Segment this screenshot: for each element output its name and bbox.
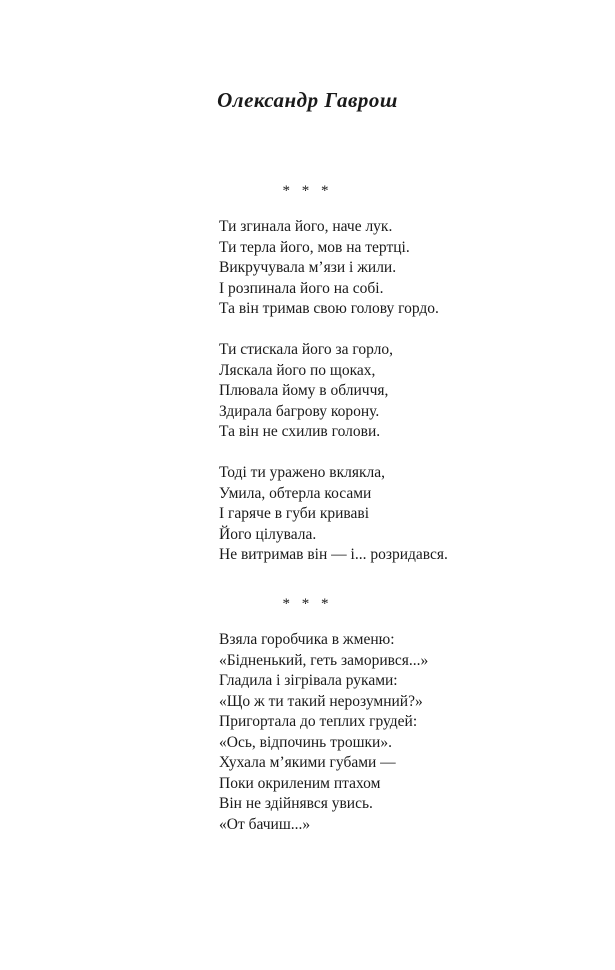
poem-line: Та він не схилив голови. — [219, 423, 381, 440]
poem-1-stanza-2 — [219, 340, 448, 443]
poem-1 — [219, 217, 448, 566]
poem-line: Умила, обтерла косами — [219, 484, 372, 502]
poem-line: І гаряче в губи криваві — [219, 505, 370, 522]
poem-line: Ти стискала його за горло, — [219, 341, 394, 358]
poem-line: Взяла горобчика в жменю: — [219, 631, 395, 648]
poem-1-stanza-1 — [219, 217, 448, 320]
poem-line: Не витримав він — і... розридався. — [219, 546, 448, 563]
poem-line: Плювала йому в обличчя, — [219, 382, 389, 399]
poem-line: «Ось, відпочинь трошки». — [219, 733, 392, 751]
poem-line: Хухала м’якими губами — — [219, 754, 396, 771]
poem-line: Тоді ти уражено вклякла, — [219, 464, 386, 481]
poem-line: «От бачиш...» — [219, 815, 311, 833]
poem-line: Здирала багрову корону. — [219, 402, 380, 420]
poem-line: І розпинала його на собі. — [219, 279, 384, 297]
poem-line: Та він тримав свою голову гордо. — [219, 300, 439, 317]
poem-line: «Що ж ти такий нерозумний?» — [219, 692, 423, 710]
poem-1-separator: * * * — [282, 183, 333, 199]
poem-line: Ляскала його по щоках, — [219, 361, 376, 379]
poem-1-stanza-3 — [219, 463, 448, 566]
poem-2-stanza-1 — [219, 630, 428, 835]
poem-line: Поки окриленим птахом — [219, 774, 381, 792]
poem-line: «Бідненький, геть заморився...» — [219, 651, 429, 669]
poem-2-separator: * * * — [282, 596, 333, 612]
author-name: Олександр Гаврош — [217, 88, 398, 112]
poem-line: Гладила і зігрівала руками: — [219, 672, 398, 689]
poem-line: Його цілувала. — [219, 525, 317, 543]
poem-line: Ти терла його, мов на тертці. — [219, 238, 410, 256]
poem-line: Викручувала м’язи і жили. — [219, 259, 397, 276]
poem-line: Ти згинала його, наче лук. — [219, 218, 393, 235]
poem-line: Він не здійнявся увись. — [219, 795, 373, 812]
poem-line: Пригортала до теплих грудей: — [219, 713, 418, 730]
poem-2 — [219, 630, 428, 835]
